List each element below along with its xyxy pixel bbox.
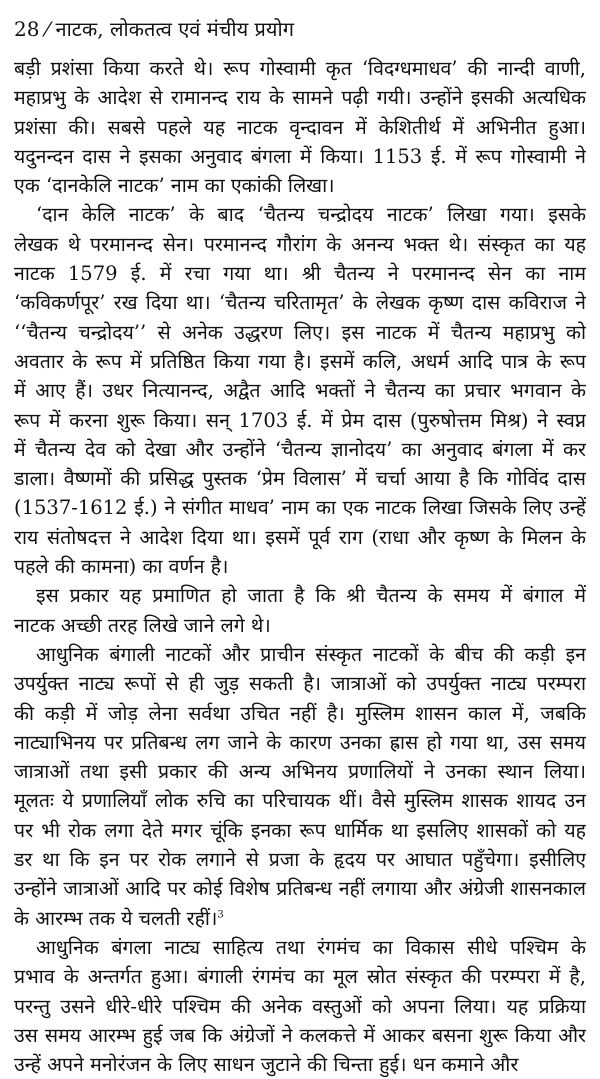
text-line: उन्हें अपने मनोरंजन के लिए साधन जुटाने की चिन्ता हुई। धन कमाने और xyxy=(14,1053,519,1077)
text-line: एक ‘दानकेलि नाटक’ नाम का एकांकी लिखा। xyxy=(14,174,335,198)
text-line: उस समय आरम्भ हुई जब कि अंग्रेजों ने कलकत्ते में आकर बसना शुरू किया और xyxy=(14,1023,586,1047)
text-line: इस प्रकार यह प्रमाणित हो जाता है कि श्री चैतन्य के समय में बंगाल में xyxy=(36,584,586,608)
text-line: यदुनन्दन दास ने इसका अनुवाद बंगला में किया। 1153 ई. में रूप गोस्वामी ने xyxy=(14,144,586,168)
text-line: नाटक अच्छी तरह लिखे जाने लगे थे। xyxy=(14,613,271,637)
text-line: आधुनिक बंगाली नाटकों और प्राचीन संस्कृत नाटकों के बीच की कड़ी इन xyxy=(36,642,586,666)
text-line: के आरम्भ तक ये चलती रहीं।$^3$ xyxy=(14,906,224,930)
text-line: महाप्रभु के आदेश से रामानन्द राय के सामने पढ़ी गयी। उन्होंने इसकी अत्यधिक xyxy=(14,86,586,110)
paragraph-1 xyxy=(14,54,586,200)
text-line: राय संतोषदत्त ने आदेश दिया था। इसमें पूर्व राग (राधा और कृष्ण के मिलन के xyxy=(14,525,586,549)
text-line: अवतार के रूप में प्रतिष्ठित किया गया है। इसमें कलि, अधर्म आदि पात्र के रूप xyxy=(14,349,586,373)
text-line: बड़ी प्रशंसा किया करते थे। रूप गोस्वामी कृत ‘विदग्धमाधव’ की नान्दी वाणी, xyxy=(14,57,586,80)
body-text xyxy=(14,54,586,1079)
text-line: में आए हैं। उधर नित्यानन्द, अद्वैत आदि भक्तों ने चैतन्य का प्रचार भगवान के xyxy=(14,379,586,403)
text-line: जात्राओं तथा इसी प्रकार की अन्य अभिनय प्रणालियों ने उनका स्थान लिया। xyxy=(14,760,586,784)
text-line: आधुनिक बंगला नाट्य साहित्य तथा रंगमंच का विकास सीधे पश्चिम के xyxy=(36,935,586,959)
paragraph-4 xyxy=(14,640,586,933)
text-line: (1537-1612 ई.) ने संगीत माधव’ नाम का एक नाटक लिखा जिसके लिए उन्हें xyxy=(14,496,586,520)
paragraph-2 xyxy=(14,200,586,581)
text-line: उपर्युक्त नाट्य रूपों से ही जुड़ सकती है। जात्राओं को उपर्युक्त नाट्य परम्परा xyxy=(14,672,586,696)
text-line: ‘दान केलि नाटक’ के बाद ‘चैतन्य चन्द्रोदय नाटक’ लिखा गया। इसके xyxy=(36,203,586,227)
text-line: ‘कविकर्णपूर’ रख दिया था। ‘चैतन्य चरितामृत’ के लेखक कृष्ण दास कविराज ने xyxy=(14,291,586,315)
text-line: परन्तु उसने धीरे-धीरे पश्चिम की अनेक वस्तुओं को अपना लिया। यह प्रक्रिया xyxy=(14,994,586,1018)
text-line: ‘‘चैतन्य चन्द्रोदय’’ से अनेक उद्धरण लिए। इस नाटक में चैतन्य महाप्रभु को xyxy=(14,320,586,344)
text-line: नाटक 1579 ई. में रचा गया था। श्री चैतन्य ने परमानन्द सेन का नाम xyxy=(14,262,586,286)
text-line: प्रशंसा की। सबसे पहले यह नाटक वृन्दावन में केशितीर्थ में अभिनीत हुआ। xyxy=(14,115,586,139)
text-line: पर भी रोक लगा देते मगर चूंकि इनका रूप धार्मिक था इसलिए शासकों को यह xyxy=(14,818,586,842)
text-line: रूप में करना शुरू किया। सन् 1703 ई. में प्रेम दास (पुरुषोत्तम मिश्र) ने स्वप्न xyxy=(14,408,586,432)
text-line: प्रभाव के अन्तर्गत हुआ। बंगाली रंगमंच का मूल स्रोत संस्कृत की परम्परा में है, xyxy=(14,965,586,989)
text-line: डर था कि इन पर रोक लगाने से प्रजा के हृदय पर आघात पहुँचेगा। इसीलिए xyxy=(14,848,586,872)
text-line: लेखक थे परमानन्द सेन। परमानन्द गौरांग के अनन्य भक्त थे। संस्कृत का यह xyxy=(14,232,586,256)
paragraph-5 xyxy=(14,933,586,1079)
text-line: पहले की कामना) का वर्णन है। xyxy=(14,555,229,579)
running-head: 28 ⁄ नाटक, लोकतत्व एवं मंचीय प्रयोग xyxy=(14,17,294,41)
text-line: मूलतः ये प्रणालियाँ लोक रुचि का परिचायक थीं। वैसे मुस्लिम शासक शायद उन xyxy=(14,789,586,813)
text-line: उन्होंने जात्राओं आदि पर कोई विशेष प्रतिबन्ध नहीं लगाया और अंग्रेजी शासनकाल xyxy=(14,877,586,901)
text-line: नाट्याभिनय पर प्रतिबन्ध लग जाने के कारण उनका ह्रास हो गया था, उस समय xyxy=(14,730,586,754)
text-line: में चैतन्य देव को देखा और उन्होंने ‘चैतन्य ज्ञानोदय’ का अनुवाद बंगला में कर xyxy=(14,437,586,461)
text-line: की कड़ी में जोड़ लेना सर्वथा उचित नहीं है। मुस्लिम शासन काल में, जबकि xyxy=(14,701,586,725)
paragraph-3 xyxy=(14,581,586,640)
footnote-marker[interactable]: 3 xyxy=(217,909,224,921)
text-line: डाला। वैष्णमों की प्रसिद्ध पुस्तक ‘प्रेम विलास’ में चर्चा आया है कि गोविंद दास xyxy=(14,467,586,491)
